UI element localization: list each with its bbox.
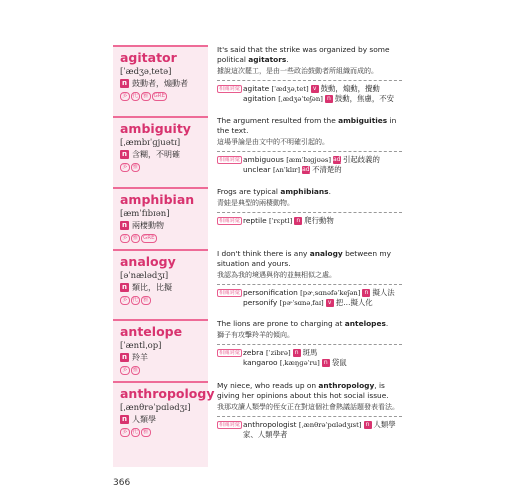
exam-tag: 托	[132, 297, 139, 303]
entry-example-panel	[217, 381, 402, 440]
example-sentence	[217, 249, 402, 269]
divider	[217, 80, 402, 81]
pronunciation: [ˌænθrəˈpɑlədʒɪ]	[120, 403, 191, 413]
divider	[217, 416, 402, 417]
entry-headword-panel	[113, 45, 208, 116]
entry-headword-panel	[113, 116, 208, 187]
related-word	[243, 358, 402, 368]
entry-headword-panel	[113, 319, 208, 381]
related-word	[243, 298, 402, 308]
part-of-speech-badge: n	[120, 415, 129, 424]
divider	[217, 284, 402, 285]
related-label: 相關詞彙	[219, 422, 240, 428]
related-pos-badge: adj	[302, 166, 312, 173]
related-pos-badge: n	[322, 359, 330, 367]
example-sentence	[217, 45, 402, 65]
exam-tag: 多	[122, 93, 128, 99]
headword: agitator	[120, 50, 177, 65]
related-word-text: agitation	[243, 94, 276, 103]
definition: 羚羊	[132, 353, 148, 362]
entry-example-panel	[217, 45, 402, 104]
related-word	[243, 165, 402, 175]
exam-tags	[120, 366, 208, 375]
related-word-ipa: [ˈzibrə]	[266, 349, 291, 357]
example-keyword: agitators	[248, 55, 287, 64]
related-pos-badge: n	[364, 421, 372, 429]
exam-tag: 雅	[143, 93, 149, 99]
headword: anthropology	[120, 386, 215, 401]
headword: antelope	[120, 324, 183, 339]
related-words	[217, 420, 402, 440]
related-word-ipa: [ˈædʒəˌtet]	[271, 85, 309, 93]
definition-line	[120, 149, 208, 160]
exam-tags	[120, 428, 208, 437]
exam-tag: GRE	[153, 93, 166, 99]
exam-tags	[120, 163, 208, 172]
example-translation: 據說這次罷工，是由一些政治鼓動者所組織而成的。	[217, 67, 378, 75]
exam-tag: 多	[122, 164, 128, 170]
related-words	[217, 155, 402, 175]
exam-tag: 多	[122, 429, 128, 435]
pronunciation: [æmˈfɪbɪən]	[120, 209, 170, 219]
related-meaning: 引起歧義的	[342, 155, 380, 164]
definition-line	[120, 414, 208, 425]
exam-tag: 多	[122, 297, 128, 303]
example-translation: 我認為我的境遇與你的並無相似之處。	[217, 271, 336, 279]
entry-example-panel	[217, 116, 402, 175]
pronunciation: [ˈædʒəˌtetə]	[120, 67, 172, 77]
definition: 人類學	[132, 415, 156, 424]
definition: 鼓動者，煽動者	[132, 79, 188, 88]
related-label: 相關詞彙	[219, 218, 240, 224]
headword: amphibian	[120, 192, 195, 207]
exam-tag: 多	[122, 367, 128, 373]
exam-tag: 托	[132, 429, 139, 435]
related-word-text: ambiguous	[243, 155, 284, 164]
definition: 含糊，不明確	[132, 150, 180, 159]
related-meaning: 鼓動，焦慮，不安	[334, 94, 394, 103]
related-pos-badge: v	[311, 85, 319, 93]
related-word-ipa: [pɚˈsɑnəˌfaɪ]	[279, 299, 324, 307]
exam-tags	[120, 234, 208, 243]
related-word-text: reptile	[243, 216, 267, 225]
related-word-ipa: [æmˈbɪɡjʊəs]	[286, 156, 331, 164]
divider	[217, 344, 402, 345]
related-meaning: 斑馬	[302, 348, 318, 357]
headword: ambiguity	[120, 121, 191, 136]
exam-tag: 雅	[143, 429, 149, 435]
related-meaning: 不清楚的	[312, 165, 342, 174]
exam-tags	[120, 92, 208, 101]
example-translation: 我那攻讀人類學的侄女正在對這個社會熱議話題發表看法。	[217, 403, 399, 411]
related-label: 相關詞彙	[219, 157, 240, 163]
related-word-ipa: [ʌnˈklɪr]	[272, 166, 301, 174]
exam-tag: 雅	[132, 235, 139, 241]
entry-headword-panel	[113, 249, 208, 319]
example-text: .	[385, 319, 389, 328]
part-of-speech-badge: n	[120, 221, 129, 230]
related-word-text: agitate	[243, 84, 270, 93]
related-word-text: anthropologist	[243, 420, 297, 429]
example-text: .	[328, 187, 331, 196]
example-text: The lions are prone to charging at	[217, 319, 345, 328]
related-label: 相關詞彙	[219, 290, 240, 296]
exam-tag: 雅	[143, 297, 149, 303]
example-text: My niece, who reads up on	[217, 381, 319, 390]
related-word-ipa: [ˌkæŋɡəˈru]	[279, 359, 320, 367]
definition: 兩棲動物	[132, 221, 164, 230]
definition-line	[120, 78, 208, 89]
related-meaning: 擬人法	[372, 288, 395, 297]
example-keyword: anthropology	[318, 381, 375, 390]
example-translation: 青蛙是典型的兩棲動物。	[217, 199, 294, 207]
exam-tag: 托	[132, 93, 139, 99]
pronunciation: [ˌæmbɪˈɡjuətɪ]	[120, 138, 181, 148]
example-text: I don't think there is any	[217, 249, 310, 258]
related-meaning: 袋鼠	[331, 358, 347, 367]
example-sentence	[217, 116, 402, 136]
headword: analogy	[120, 254, 176, 269]
example-keyword: analogy	[309, 249, 343, 258]
example-text: Frogs are typical	[217, 187, 281, 196]
related-meaning: 爬行動物	[304, 216, 334, 225]
part-of-speech-badge: n	[120, 79, 129, 88]
related-words	[217, 84, 402, 104]
entry-example-panel	[217, 319, 402, 368]
related-word-ipa: [ˌænθrəˈpɑlədʒɪst]	[298, 421, 362, 429]
related-meaning: 把…擬人化	[335, 298, 373, 307]
example-keyword: antelopes	[344, 319, 386, 328]
related-word-text: personification	[243, 288, 298, 297]
entry-headword-panel	[113, 187, 208, 249]
entry-example-panel	[217, 249, 402, 308]
example-translation: 這場爭論是由文中的不明確引起的。	[217, 138, 329, 146]
related-word	[243, 216, 402, 226]
definition: 類比，比擬	[132, 283, 172, 292]
pronunciation: [ˈæntlˌop]	[120, 341, 162, 351]
related-meaning: 鼓動，煽動，攪動	[320, 84, 380, 93]
definition-line	[120, 220, 208, 231]
related-words	[217, 288, 402, 308]
related-word	[243, 94, 402, 104]
related-word	[243, 348, 402, 358]
related-label: 相關詞彙	[219, 86, 240, 92]
part-of-speech-badge: n	[120, 150, 129, 159]
related-word-text: kangaroo	[243, 358, 278, 367]
pronunciation: [əˈnælədʒɪ]	[120, 271, 169, 281]
part-of-speech-badge: n	[120, 353, 129, 362]
related-label: 相關詞彙	[219, 350, 240, 356]
divider	[217, 151, 402, 152]
related-word	[243, 84, 402, 94]
part-of-speech-badge: n	[120, 283, 129, 292]
related-pos-badge: n	[325, 95, 333, 103]
definition-line	[120, 282, 208, 293]
related-word-ipa: [ˈrɛptl]	[269, 217, 293, 225]
exam-tags	[120, 296, 208, 305]
related-pos-badge: n	[293, 349, 301, 357]
example-translation: 獅子有攻擊羚羊的傾向。	[217, 331, 294, 339]
related-word-ipa: [pɚˌsɑnəfəˈkeʃən]	[300, 289, 361, 297]
exam-tag: 雅	[132, 367, 139, 373]
exam-tag: 多	[122, 235, 128, 241]
example-text: in the text.	[217, 116, 397, 135]
related-word-ipa: [ˌædʒəˈteʃən]	[278, 95, 323, 103]
related-meaning: 人類學家、人類學者	[243, 420, 396, 439]
example-sentence	[217, 381, 402, 401]
related-word-text: personify	[243, 298, 278, 307]
entry-headword-panel	[113, 381, 215, 467]
page-number: 366	[113, 478, 131, 488]
related-pos-badge: adj	[332, 156, 343, 163]
related-word-text: unclear	[243, 165, 271, 174]
exam-tag: GRE	[143, 235, 155, 241]
related-word	[243, 155, 402, 165]
example-text: .	[286, 55, 289, 64]
related-word-text: zebra	[243, 348, 264, 357]
example-keyword: ambiguities	[338, 116, 388, 125]
example-text: , is giving her opinions about this hot social issue.	[217, 381, 389, 400]
related-pos-badge: n	[362, 289, 370, 297]
entry-example-panel	[217, 187, 402, 226]
example-text: The argument resulted from the	[217, 116, 339, 125]
example-sentence	[217, 187, 402, 197]
example-keyword: amphibians	[280, 187, 329, 196]
example-sentence	[217, 319, 402, 329]
related-pos-badge: n	[294, 217, 302, 225]
divider	[217, 212, 402, 213]
related-word	[243, 420, 402, 440]
example-text: It's said that the strike was organized by some political	[217, 45, 390, 64]
exam-tag: 雅	[132, 164, 139, 170]
related-words	[217, 348, 402, 368]
definition-line	[120, 352, 208, 363]
example-text: between my situation and yours.	[217, 249, 391, 268]
related-word	[243, 288, 402, 298]
related-pos-badge: v	[326, 299, 334, 307]
related-words	[217, 216, 402, 226]
